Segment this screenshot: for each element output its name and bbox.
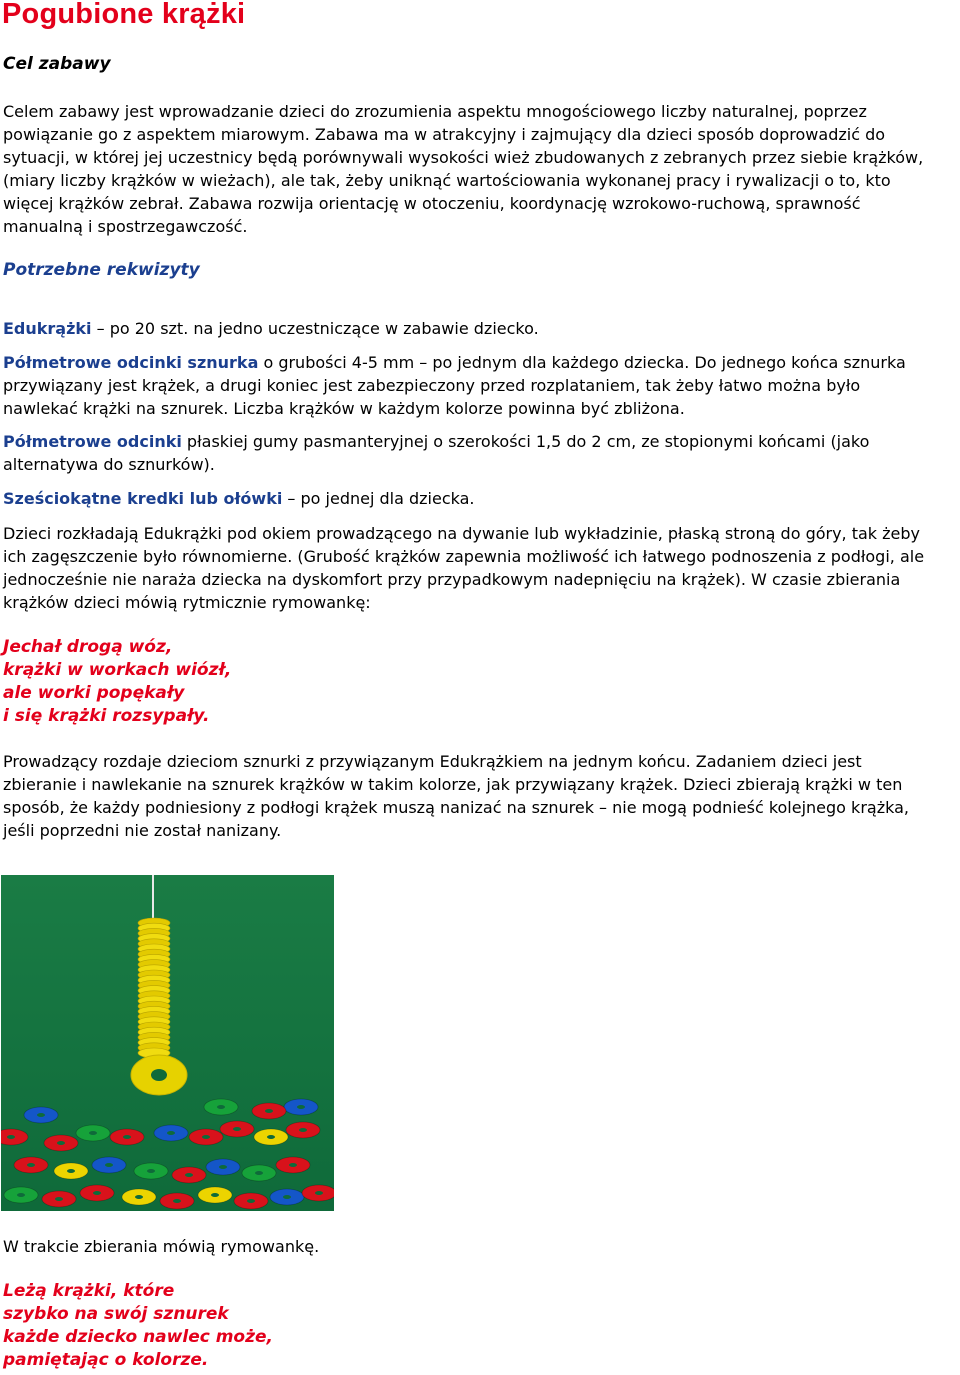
prop-desc-line: alternatywa do sznurków).	[3, 455, 215, 474]
prop-item	[3, 430, 958, 476]
prop-desc: – po 20 szt. na jedno uczestniczące w zabawie dziecko.	[91, 319, 539, 338]
discs-photo	[1, 875, 334, 1211]
task-line: jeśli poprzedni nie został nanizany.	[3, 821, 282, 840]
task-line: sposób, że każdy podniesiony z podłogi krążek muszą nanizać na sznurek – nie mogą podnieść kolejnego krążka,	[3, 798, 909, 817]
goal-line: więcej krążków zebrał. Zabawa rozwija orientację w otoczeniu, koordynację wzrokowo-ruchową, sprawność	[3, 194, 861, 213]
task-line: zbieranie i nawlekanie na sznurek krążków w takim kolorze, jak przywiązany krążek. Dzieci zbierają krążki w ten	[3, 775, 903, 794]
rhyme-line: krążki w workach wiózł,	[3, 660, 232, 680]
rhyme-2	[3, 1280, 273, 1372]
prop-desc-line: przywiązany jest krążek, a drugi koniec jest zabezpieczony przed rozplataniem, tak żeby łatwo można było	[3, 376, 861, 395]
prop-name: Sześciokątne kredki lub ołówki	[3, 489, 283, 508]
goal-line: Celem zabawy jest wprowadzanie dzieci do zrozumienia aspektu mnogościowego liczby naturalnej, poprzez	[3, 102, 867, 121]
rhyme-line: Leżą krążki, które	[3, 1281, 175, 1301]
prop-item	[3, 351, 958, 420]
goal-heading: Cel zabawy	[3, 54, 111, 74]
props-heading: Potrzebne rekwizyty	[3, 260, 200, 280]
prop-desc-line: nawlekać krążki na sznurek. Liczba krążków w każdym kolorze powinna być zbliżona.	[3, 399, 685, 418]
prop-name: Półmetrowe odcinki	[3, 432, 182, 451]
prop-name: Półmetrowe odcinki sznurka	[3, 353, 259, 372]
rhyme-line: pamiętając o kolorze.	[3, 1350, 209, 1370]
task-paragraph	[3, 750, 958, 842]
rhyme-line: Jechał drogą wóz,	[3, 637, 173, 657]
prop-desc: o grubości 4-5 mm – po jednym dla każdego dziecka. Do jednego końca sznurka	[258, 353, 906, 372]
intro-line: krążków dzieci mówią rytmicznie rymowankę:	[3, 593, 371, 612]
rhyme-1	[3, 636, 231, 728]
caption-line: W trakcie zbierania mówią rymowankę.	[3, 1237, 320, 1256]
goal-line: (miary liczby krążków w wieżach), ale tak, żeby uniknąć wartościowania wykonanej pracy i rywalizacji o to, kto	[3, 171, 891, 190]
task-line: Prowadzący rozdaje dzieciom sznurki z przywiązanym Edukrążkiem na jednym końcu. Zadaniem dzieci jest	[3, 752, 862, 771]
intro-line: jednocześnie nie naraża dziecka na dyskomfort przy przypadkowym nadepnięciu na krążek). W czasie zbierania	[3, 570, 901, 589]
intro-line: Dzieci rozkładają Edukrążki pod okiem prowadzącego na dywanie lub wykładzinie, płaską stroną do góry, tak żeby	[3, 524, 921, 543]
rhyme-line: ale worki popękały	[3, 683, 185, 703]
rhyme-line: i się krążki rozsypały.	[3, 706, 210, 726]
page-title: Pogubione krążki	[2, 0, 246, 30]
goal-paragraph	[3, 100, 958, 238]
rhyme-line: każde dziecko nawlec może,	[3, 1327, 273, 1347]
prop-item	[3, 487, 958, 510]
intro-line: ich zagęszczenie było równomierne. (Grubość krążków zapewnia możliwość ich łatwego podnoszenia z podłogi, ale	[3, 547, 925, 566]
prop-name: Edukrążki	[3, 319, 92, 338]
rhyme-line: szybko na swój sznurek	[3, 1304, 229, 1324]
prop-desc: płaskiej gumy pasmanteryjnej o szerokości 1,5 do 2 cm, ze stopionymi końcami (jako	[181, 432, 870, 451]
goal-line: manualną i spostrzegawczość.	[3, 217, 248, 236]
intro-paragraph	[3, 522, 958, 614]
goal-line: sytuacji, w której jej uczestnicy będą porównywali wysokości wież zbudowanych z zebranych przez siebie krążków,	[3, 148, 924, 167]
prop-desc: – po jednej dla dziecka.	[282, 489, 475, 508]
photo-caption	[3, 1235, 958, 1258]
goal-line: powiązanie go z aspektem miarowym. Zabawa ma w atrakcyjny i zajmujący dla dzieci sposób doprowadzić do	[3, 125, 886, 144]
prop-item	[3, 317, 958, 340]
